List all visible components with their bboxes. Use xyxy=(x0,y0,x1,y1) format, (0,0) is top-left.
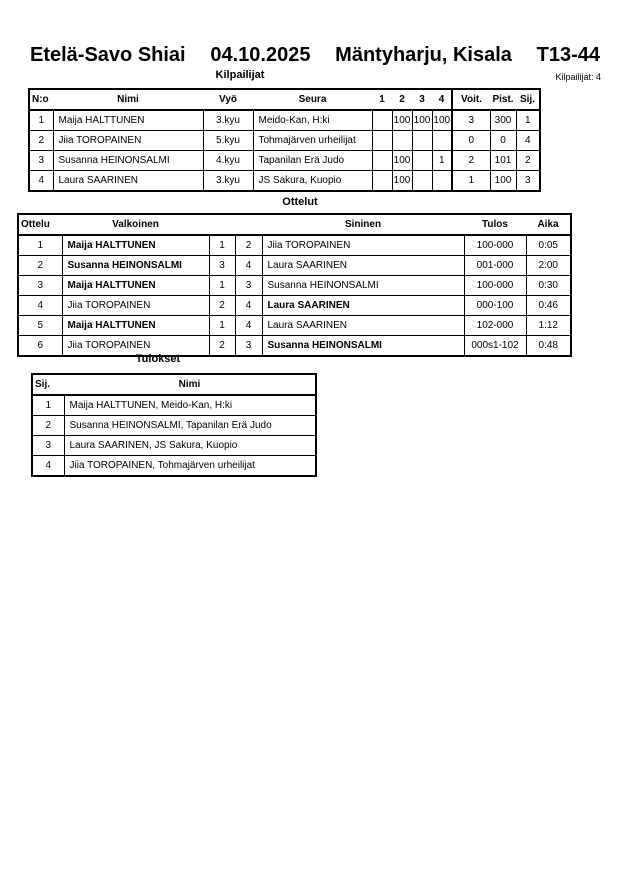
matches-section-title: Ottelut xyxy=(282,196,318,208)
match-white-name: Jiia TOROPAINEN xyxy=(62,296,209,316)
result-name: Jiia TOROPAINEN, Tohmajärven urheilijat xyxy=(64,456,316,477)
match-time: 0:30 xyxy=(526,276,571,296)
match-no: 1 xyxy=(18,235,62,256)
competitor-club: Tapanilan Erä Judo xyxy=(253,151,372,171)
competitor-points: 0 xyxy=(490,131,516,151)
match-white-number: 1 xyxy=(209,235,235,256)
match-time: 0:05 xyxy=(526,235,571,256)
col-round-3: 3 xyxy=(412,89,432,110)
title-event: Etelä-Savo Shiai xyxy=(30,44,186,66)
result-name: Maija HALTTUNEN, Meido-Kan, H:ki xyxy=(64,395,316,416)
match-no: 2 xyxy=(18,256,62,276)
col-belt: Vyö xyxy=(203,89,253,110)
match-row xyxy=(18,235,571,256)
match-white-name: Susanna HEINONSALMI xyxy=(62,256,209,276)
competitor-points: 300 xyxy=(490,110,516,131)
match-time: 0:46 xyxy=(526,296,571,316)
col-name: Nimi xyxy=(53,89,203,110)
round-4-score xyxy=(432,171,452,192)
competitor-place: 2 xyxy=(516,151,540,171)
round-1-score xyxy=(372,171,392,192)
competitor-row xyxy=(29,171,540,192)
col-place: Sij. xyxy=(516,89,540,110)
match-blue-name: Laura SAARINEN xyxy=(262,296,464,316)
col-round-2: 2 xyxy=(392,89,412,110)
match-score: 100-000 xyxy=(464,276,526,296)
competitor-row xyxy=(29,110,540,131)
match-row xyxy=(18,256,571,276)
title-date: 04.10.2025 xyxy=(210,44,311,66)
col-points: Pist. xyxy=(490,89,516,110)
match-row xyxy=(18,276,571,296)
col-white: Valkoinen xyxy=(62,214,209,235)
match-row xyxy=(18,296,571,316)
round-2-score: 100 xyxy=(392,151,412,171)
competitor-club: Tohmajärven urheilijat xyxy=(253,131,372,151)
competitor-place: 3 xyxy=(516,171,540,192)
match-time: 2:00 xyxy=(526,256,571,276)
competitor-no: 3 xyxy=(29,151,53,171)
round-3-score xyxy=(412,151,432,171)
match-blue-number: 3 xyxy=(235,336,262,357)
round-3-score xyxy=(412,131,432,151)
col-round-4: 4 xyxy=(432,89,452,110)
match-white-number: 2 xyxy=(209,336,235,357)
col-result: Tulos xyxy=(464,214,526,235)
col-match: Ottelu xyxy=(18,214,62,235)
col-place: Sij. xyxy=(32,374,64,395)
round-4-score xyxy=(432,131,452,151)
match-white-number: 1 xyxy=(209,276,235,296)
match-white-number: 2 xyxy=(209,296,235,316)
competitor-belt: 5.kyu xyxy=(203,131,253,151)
col-round-1: 1 xyxy=(372,89,392,110)
match-blue-name: Jiia TOROPAINEN xyxy=(262,235,464,256)
competitor-place: 4 xyxy=(516,131,540,151)
result-row xyxy=(32,395,316,416)
col-blue-no xyxy=(235,214,262,235)
results-table xyxy=(31,373,317,477)
match-no: 6 xyxy=(18,336,62,357)
match-score: 102-000 xyxy=(464,316,526,336)
match-white-name: Maija HALTTUNEN xyxy=(62,316,209,336)
results-header-row xyxy=(32,374,316,395)
match-time: 0:48 xyxy=(526,336,571,357)
match-score: 000-100 xyxy=(464,296,526,316)
col-wins: Voit. xyxy=(452,89,490,110)
competitor-no: 1 xyxy=(29,110,53,131)
round-3-score: 100 xyxy=(412,110,432,131)
match-blue-name: Susanna HEINONSALMI xyxy=(262,336,464,357)
match-blue-name: Laura SAARINEN xyxy=(262,256,464,276)
match-score: 001-000 xyxy=(464,256,526,276)
match-no: 5 xyxy=(18,316,62,336)
round-1-score xyxy=(372,131,392,151)
match-score: 100-000 xyxy=(464,235,526,256)
competitor-belt: 3.kyu xyxy=(203,110,253,131)
title-category: T13-44 xyxy=(536,44,600,66)
competitor-wins: 0 xyxy=(452,131,490,151)
match-blue-number: 4 xyxy=(235,256,262,276)
competitor-club: Meido-Kan, H:ki xyxy=(253,110,372,131)
title-venue: Mäntyharju, Kisala xyxy=(335,44,512,66)
col-blue: Sininen xyxy=(262,214,464,235)
result-place: 1 xyxy=(32,395,64,416)
competitor-row xyxy=(29,151,540,171)
round-3-score xyxy=(412,171,432,192)
col-time: Aika xyxy=(526,214,571,235)
competitor-club: JS Sakura, Kuopio xyxy=(253,171,372,192)
competitor-no: 4 xyxy=(29,171,53,192)
match-blue-number: 4 xyxy=(235,316,262,336)
match-blue-number: 2 xyxy=(235,235,262,256)
competitor-place: 1 xyxy=(516,110,540,131)
result-place: 3 xyxy=(32,436,64,456)
result-row xyxy=(32,456,316,477)
match-white-name: Jiia TOROPAINEN xyxy=(62,336,209,357)
result-row xyxy=(32,436,316,456)
match-time: 1:12 xyxy=(526,316,571,336)
competitor-wins: 1 xyxy=(452,171,490,192)
competitors-section-title: Kilpailijat xyxy=(215,69,265,81)
match-blue-name: Laura SAARINEN xyxy=(262,316,464,336)
competitor-wins: 3 xyxy=(452,110,490,131)
round-2-score: 100 xyxy=(392,110,412,131)
competitor-points: 101 xyxy=(490,151,516,171)
competitor-points: 100 xyxy=(490,171,516,192)
results-section-title: Tulokset xyxy=(135,353,181,365)
match-blue-number: 4 xyxy=(235,296,262,316)
competitor-name: Laura SAARINEN xyxy=(53,171,203,192)
competitor-name: Susanna HEINONSALMI xyxy=(53,151,203,171)
col-no: N:o xyxy=(29,89,53,110)
match-white-number: 1 xyxy=(209,316,235,336)
match-white-name: Maija HALTTUNEN xyxy=(62,276,209,296)
competitor-count-label: Kilpailijat: 4 xyxy=(555,72,601,82)
competitor-belt: 3.kyu xyxy=(203,171,253,192)
competitor-belt: 4.kyu xyxy=(203,151,253,171)
match-score: 000s1-102 xyxy=(464,336,526,357)
matches-table xyxy=(17,213,572,357)
result-name: Laura SAARINEN, JS Sakura, Kuopio xyxy=(64,436,316,456)
match-no: 4 xyxy=(18,296,62,316)
match-white-number: 3 xyxy=(209,256,235,276)
competitors-table xyxy=(28,88,541,192)
match-blue-number: 3 xyxy=(235,276,262,296)
result-place: 4 xyxy=(32,456,64,477)
result-row xyxy=(32,416,316,436)
round-2-score: 100 xyxy=(392,171,412,192)
matches-header-row xyxy=(18,214,571,235)
col-name: Nimi xyxy=(64,374,316,395)
col-club: Seura xyxy=(253,89,372,110)
competitor-no: 2 xyxy=(29,131,53,151)
round-4-score: 100 xyxy=(432,110,452,131)
competitors-header-row xyxy=(29,89,540,110)
round-2-score xyxy=(392,131,412,151)
match-no: 3 xyxy=(18,276,62,296)
round-4-score: 1 xyxy=(432,151,452,171)
page-title xyxy=(30,44,600,67)
col-white-no xyxy=(209,214,235,235)
competitor-name: Jiia TOROPAINEN xyxy=(53,131,203,151)
result-name: Susanna HEINONSALMI, Tapanilan Erä Judo xyxy=(64,416,316,436)
competitor-row xyxy=(29,131,540,151)
result-place: 2 xyxy=(32,416,64,436)
round-1-score xyxy=(372,151,392,171)
round-1-score xyxy=(372,110,392,131)
match-row xyxy=(18,316,571,336)
match-blue-name: Susanna HEINONSALMI xyxy=(262,276,464,296)
competitor-name: Maija HALTTUNEN xyxy=(53,110,203,131)
match-white-name: Maija HALTTUNEN xyxy=(62,235,209,256)
competitor-wins: 2 xyxy=(452,151,490,171)
